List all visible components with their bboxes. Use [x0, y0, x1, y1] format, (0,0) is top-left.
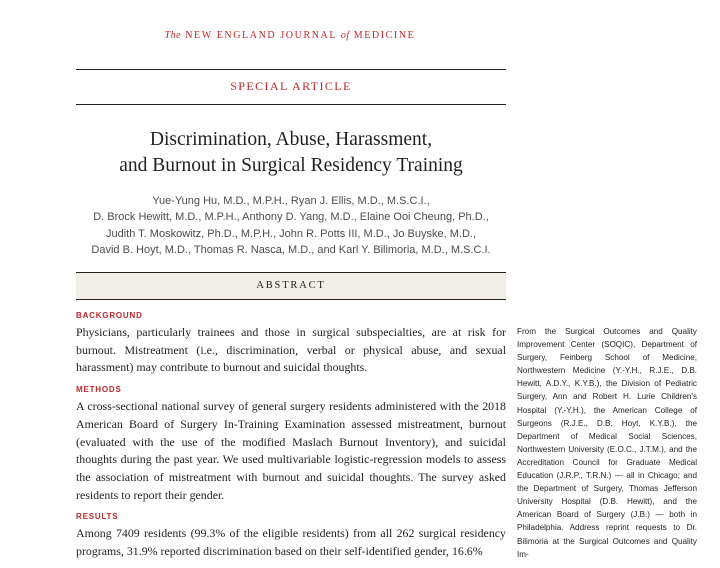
author-line: David B. Hoyt, M.D., Thomas R. Nasca, M.D., and Karl Y. Bilimoria, M.D., M.S.C.I. [91, 243, 491, 256]
article-type-rule [76, 104, 506, 105]
author-line: D. Brock Hewitt, M.D., M.P.H., Anthony D. Yang, M.D., Elaine Ooi Cheung, Ph.D., [93, 211, 489, 224]
background-heading: BACKGROUND [76, 311, 143, 320]
author-line: Judith T. Moskowitz, Ph.D., M.P.H., John R. Potts III, M.D., Jo Buyske, M.D., [105, 227, 477, 240]
journal-header [0, 30, 580, 41]
author-line: Yue-Yung Hu, M.D., M.P.H., Ryan J. Ellis, M.D., M.S.C.I., [152, 195, 430, 207]
journal-header-of: of [340, 30, 350, 41]
title-line-1: Discrimination, Abuse, Harassment, [149, 129, 433, 150]
article-type: SPECIAL ARTICLE [230, 79, 352, 93]
methods-heading: METHODS [76, 385, 122, 395]
background-text: Physicians, particularly trainees and those in surgical subspecialties, are at risk for burnout. Mistreatment (i.e., discrimination, verbal or physical abuse, and sexual harassment) may contribute to burnout and suicidal thoughts. [76, 325, 506, 375]
affiliations-sidebar: From the Surgical Outcomes and Quality Improvement Center (SOQIC), Department of Surgery, Feinberg School of Medicine, Northwestern Medicine (Y.-Y.H., R.J.E., D.B. Hewitt, A.D.Y., K.Y.B.), the Division of Pediatric Surgery, Ann and Robert H. Lurie Children's Hospital (Y.-Y.H.), the American College of Surgeons (R.J.E., D.B. Hoyt, K.Y.B.), the Department of Medical Social Sciences, Northwestern University (E.O.C., J.T.M.), and the Accreditation Council for Graduate Medical Education (J.R.P., T.R.N.) — all in Chicago; and the Department of Surgery, Thomas Jefferson University Hospital (D.B. Hewitt), and the American Board of Surgery (J.B.) — both in Philadelphia. Address reprint requests to Dr. Bilimoria at the Surgical Outcomes and Quality Im- [517, 327, 697, 559]
top-rule [76, 69, 506, 70]
abstract-heading: ABSTRACT [76, 272, 506, 300]
abstract-body [76, 310, 506, 568]
article-title [50, 127, 532, 179]
title-line-2: and Burnout in Surgical Residency Training [119, 155, 463, 176]
journal-header-the: The [164, 30, 182, 41]
author-list [50, 193, 532, 258]
results-heading: RESULTS [76, 512, 119, 522]
methods-text: A cross-sectional national survey of general surgery residents administered with the 2018 American Board of Surgery In-Training Examination assessed mistreatment, burnout (evaluated with the use of the modified Maslach Burnout Inventory), and suicidal thoughts during the past year. We used multivariable logistic-regression models to assess the association of mistreatment with burnout and suicidal thoughts. The survey asked residents to report their gender. [76, 399, 506, 502]
journal-header-main: NEW ENGLAND JOURNAL [185, 30, 337, 41]
journal-header-end: MEDICINE [353, 30, 416, 41]
results-text: Among 7409 residents (99.3% of the eligible residents) from all 262 surgical residency programs, 31.9% reported discrimination based on their self-identified gender, 16.6% [76, 526, 506, 559]
